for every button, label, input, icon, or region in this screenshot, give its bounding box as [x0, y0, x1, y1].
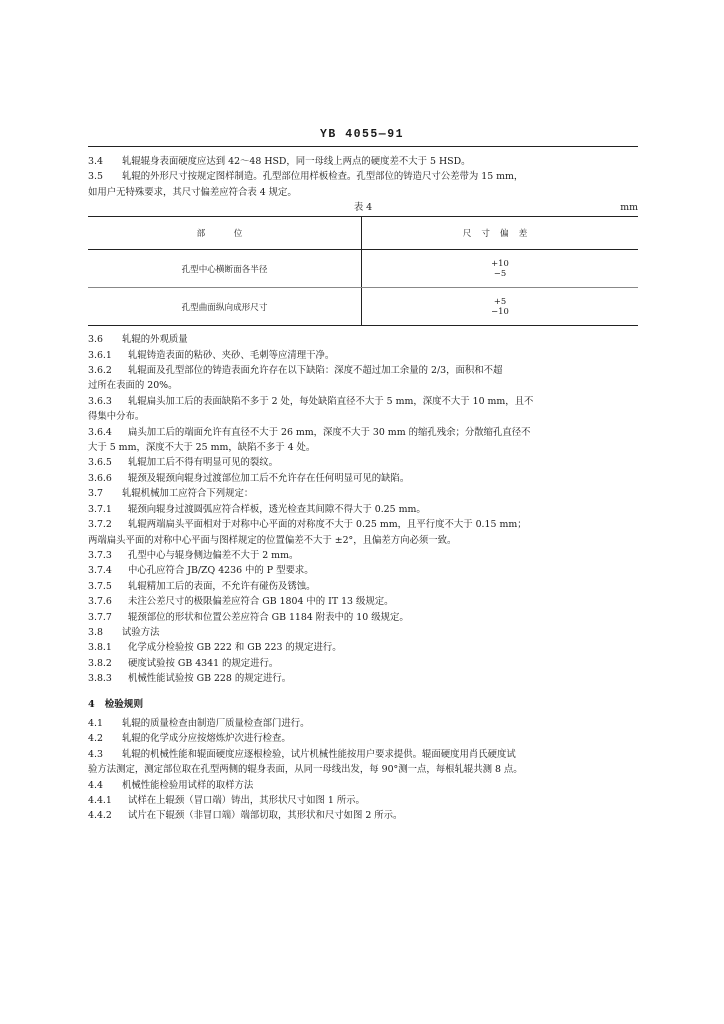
clause-number: 4.1	[88, 717, 103, 729]
paragraph-line	[88, 363, 638, 378]
clause-text: 试样在上辊颈（冒口端）铸出，其形状尺寸如图 1 所示。	[128, 795, 365, 806]
clause-number: 4.4.1	[88, 795, 112, 806]
paragraph-line	[88, 625, 638, 640]
clause-text: 化学成分检验按 GB 222 和 GB 223 的规定进行。	[128, 642, 342, 654]
clause-number: 3.6.5	[88, 457, 112, 469]
tolerance-upper: +5	[493, 296, 507, 307]
clause-text: 机械性能试验按 GB 228 的规定进行。	[128, 673, 292, 685]
table-4-caption: 表 4	[353, 202, 373, 214]
clause-text: 扁头加工后的端面允许有直径不大于 26 mm，深度不大于 30 mm 的缩孔残余；分散缩孔直径不	[128, 426, 531, 438]
clause-number: 4.2	[88, 733, 103, 745]
column-header-part: 部 位	[88, 217, 362, 250]
paragraph-line	[88, 332, 638, 347]
paragraph-line	[88, 640, 638, 655]
clause-number: 3.6	[88, 334, 103, 346]
table-4-unit: mm	[620, 202, 638, 214]
clause-number: 4.4	[88, 779, 103, 791]
table-4-body	[88, 250, 638, 326]
clause-text: 轧辊的化学成分应按熔炼炉次进行检查。	[122, 733, 291, 745]
clause-text: 得集中分布。	[88, 411, 145, 423]
clause-text: 轧辊的质量检查由制造厂质量检查部门进行。	[122, 717, 310, 729]
top-paragraphs	[88, 154, 638, 185]
paragraph-line	[88, 348, 638, 363]
clause-number: 3.8.1	[88, 642, 112, 654]
tolerance-stack	[491, 296, 509, 316]
paragraph-line	[88, 716, 638, 731]
paragraph-line	[88, 610, 638, 625]
clause-text: 轧辊加工后不得有明显可见的裂纹。	[128, 457, 279, 469]
paragraph-line	[88, 808, 638, 823]
clause-text: 机械性能检验用试样的取样方法	[122, 779, 254, 791]
clause-number: 3.7.7	[88, 611, 112, 623]
paragraph-line	[88, 517, 638, 532]
clause-text: 轧辊铸造表面的粘砂、夹砂、毛刺等应清理干净。	[128, 349, 335, 361]
section-4-title: 检验规则	[104, 698, 144, 710]
paragraph-line	[88, 425, 638, 440]
clause-text: 未注公差尺寸的极限偏差应符合 GB 1804 中的 IT 13 级规定。	[128, 596, 394, 608]
clause-text: 过所在表面的 20%。	[88, 380, 178, 392]
clause-text: 轧辊机械加工应符合下列规定：	[122, 488, 254, 500]
section-4-items	[88, 716, 638, 824]
clause-number: 3.6.1	[88, 349, 112, 361]
standard-code-header: YB 4055—91	[319, 128, 404, 141]
paragraph-line	[88, 778, 638, 793]
clause-number: 3.6.2	[88, 365, 112, 377]
paragraph-line	[88, 594, 638, 609]
clause-text: 辊颈及辊颈向辊身过渡部位加工后不允许存在任何明显可见的缺陷。	[128, 472, 410, 484]
clause-number: 3.6.3	[88, 395, 112, 407]
paragraph-line	[88, 154, 638, 169]
clause-number: 3.6.4	[88, 426, 112, 438]
paragraph-line	[88, 440, 638, 455]
paragraph-line	[88, 471, 638, 486]
table-cell-tolerance	[362, 288, 639, 326]
paragraph-line	[88, 671, 638, 686]
document-body	[88, 154, 638, 824]
clause-text: 轧辊的外观质量	[122, 334, 188, 346]
clause-text: 大于 5 mm，深度不大于 25 mm，缺陷不多于 4 处。	[88, 442, 316, 454]
paragraph-line	[88, 747, 638, 762]
clause-number: 3.7.5	[88, 580, 112, 592]
table-header-row	[88, 217, 638, 250]
table-cell-part: 孔型曲面纵向成形尺寸	[88, 288, 362, 326]
clause-text: 轧辊辊身表面硬度应达到 42～48 HSD，同一母线上两点的硬度差不大于 5 HSD。	[122, 156, 471, 167]
clause-number: 3.7.3	[88, 549, 112, 561]
clause-number: 4.4.2	[88, 810, 112, 822]
clause-text: 试片在下辊颈（非冒口端）端部切取，其形状和尺寸如图 2 所示。	[128, 810, 403, 822]
column-header-deviation: 尺寸偏差	[362, 217, 639, 250]
clause-number: 3.4	[88, 156, 103, 167]
clause-number: 3.6.6	[88, 472, 112, 484]
table-4-caption-row	[88, 200, 638, 216]
clause-text: 轧辊扁头加工后的表面缺陷不多于 2 处，每处缺陷直径不大于 5 mm，深度不大于 10 mm，且不	[128, 395, 534, 407]
table-row	[88, 250, 638, 288]
clause-text: 轧辊面及孔型部位的铸造表面允许存在以下缺陷：深度不超过加工余量的 2/3，面积和不超	[128, 365, 503, 377]
paragraph-line	[88, 656, 638, 671]
tolerance-lower: −5	[493, 268, 507, 279]
clause-number: 3.8.2	[88, 657, 112, 669]
paragraph-line	[88, 486, 638, 501]
clause-text: 轧辊的外形尺寸按规定图样制造。孔型部位用样板检查。孔型部位的铸造尺寸公差带为 15 mm，	[122, 171, 524, 183]
table-cell-tolerance	[362, 250, 639, 288]
clause-number: 3.7	[88, 488, 103, 500]
clause-text: 轧辊精加工后的表面，不允许有碰伤及锈蚀。	[128, 580, 316, 592]
paragraph-line	[88, 409, 638, 424]
clause-number: 3.5	[88, 171, 103, 183]
table-4	[88, 216, 638, 326]
paragraph-line	[88, 793, 638, 808]
paragraph-line	[88, 563, 638, 578]
paragraph-line	[88, 579, 638, 594]
tolerance-lower: −10	[491, 306, 509, 317]
clause-number: 3.7.1	[88, 503, 112, 515]
clause-number: 3.7.2	[88, 519, 112, 531]
clause-text: 轧辊两端扁头平面相对于对称中心平面的对称度不大于 0.25 mm，且平行度不大于 0.15 mm；	[128, 519, 527, 531]
clause-text: 孔型中心与辊身侧边偏差不大于 2 mm。	[128, 549, 299, 561]
clause-number: 3.7.4	[88, 565, 112, 577]
clause-text: 两端扁头平面的对称中心平面与图样规定的位置偏差不大于 ±2°，且偏差方向必须一致。	[88, 534, 457, 546]
clause-number: 3.7.6	[88, 596, 112, 608]
paragraph-line	[88, 762, 638, 777]
paragraph-line	[88, 502, 638, 517]
section-4-number: 4	[88, 698, 95, 710]
paragraph-line	[88, 533, 638, 548]
paragraph-continuation: 如用户无特殊要求，其尺寸偏差应符合表 4 规定。	[88, 186, 297, 198]
paragraph-line	[88, 731, 638, 746]
clause-number: 4.3	[88, 748, 103, 760]
tolerance-upper: +10	[491, 258, 509, 269]
clause-number: 3.8	[88, 626, 103, 638]
paragraph-line	[88, 169, 638, 184]
paragraph-line	[88, 394, 638, 409]
clause-text: 辊颈向辊身过渡圆弧应符合样板，透光检查其间隙不得大于 0.25 mm。	[128, 503, 426, 515]
header-rule	[88, 146, 638, 147]
table-row	[88, 288, 638, 326]
clause-text: 轧辊的机械性能和辊面硬度应逐根检验，试片机械性能按用户要求提供。辊面硬度用肖氏硬度试	[122, 748, 516, 760]
clause-text: 试验方法	[122, 626, 160, 638]
table-cell-part: 孔型中心横断面各半径	[88, 250, 362, 288]
paragraph-line	[88, 455, 638, 470]
clause-number: 3.8.3	[88, 673, 112, 685]
clause-text: 辊颈部位的形状和位置公差应符合 GB 1184 附表中的 10 级规定。	[128, 611, 409, 623]
paragraph-line	[88, 378, 638, 393]
tolerance-stack	[491, 258, 509, 278]
section-4-heading	[88, 697, 638, 712]
clause-text: 中心孔应符合 JB/ZQ 4236 中的 P 型要求。	[128, 565, 314, 577]
clause-text: 硬度试验按 GB 4341 的规定进行。	[128, 657, 279, 669]
paragraph-line	[88, 548, 638, 563]
section-3-6-to-3-8	[88, 332, 638, 690]
clause-text: 验方法测定，测定部位取在孔型两侧的辊身表面，从同一母线出发，每 90°测一点，每根轧辊共测 8 点。	[88, 764, 523, 776]
